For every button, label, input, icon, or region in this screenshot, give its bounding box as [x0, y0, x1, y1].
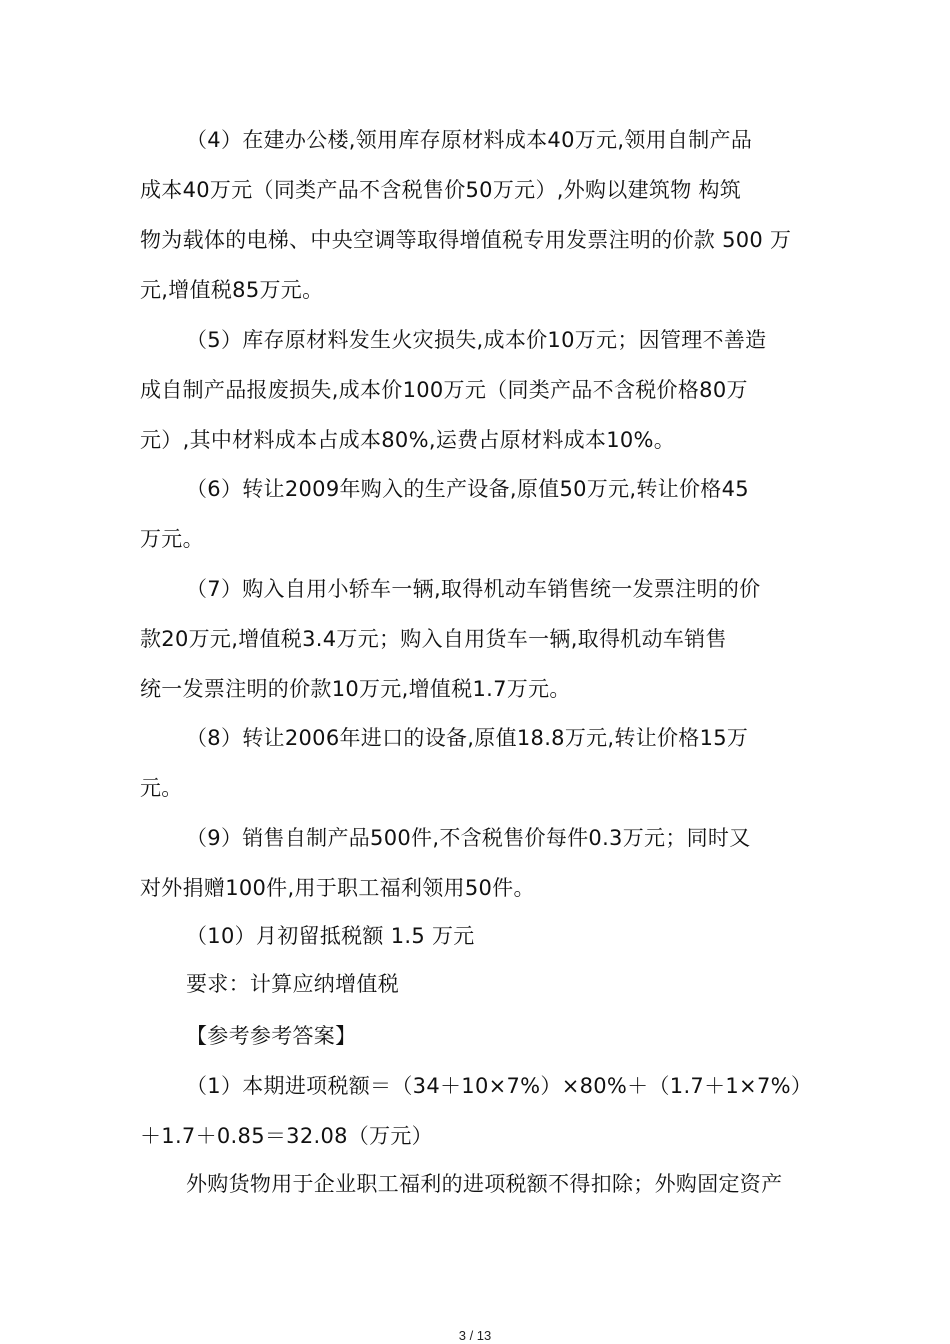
paragraph-line: 成本40万元（同类产品不含税售价50万元）,外购以建筑物 构筑 [140, 178, 742, 202]
paragraph-line: （8）转让2006年进口的设备,原值18.8万元,转让价格15万 [186, 726, 749, 750]
paragraph-line: ＋1.7＋0.85＝32.08（万元） [140, 1124, 433, 1148]
paragraph-line: 统一发票注明的价款10万元,增值税1.7万元。 [140, 677, 571, 701]
paragraph-line: （7）购入自用小轿车一辆,取得机动车销售统一发票注明的价 [186, 577, 761, 601]
paragraph-line: （5）库存原材料发生火灾损失,成本价10万元；因管理不善造 [186, 328, 767, 352]
page-number: 3 / 13 [458, 1328, 492, 1343]
paragraph-line: （4）在建办公楼,领用库存原材料成本40万元,领用自制产品 [186, 128, 753, 152]
paragraph-line: 外购货物用于企业职工福利的进项税额不得扣除；外购固定资产 [186, 1172, 783, 1196]
paragraph-line: 物为载体的电梯、中央空调等取得增值税专用发票注明的价款 500 万 [140, 228, 792, 252]
paragraph-line: 元）,其中材料成本占成本80%,运费占原材料成本10%。 [140, 428, 676, 452]
paragraph-line: （1）本期进项税额＝（34＋10×7%）×80%＋（1.7＋1×7%） [186, 1074, 813, 1098]
paragraph-line: 款20万元,增值税3.4万元；购入自用货车一辆,取得机动车销售 [140, 627, 727, 651]
paragraph-line: （9）销售自制产品500件,不含税售价每件0.3万元；同时又 [186, 826, 751, 850]
paragraph-line: （10）月初留抵税额 1.5 万元 [186, 924, 475, 948]
answer-heading: 【参考参考答案】 [186, 1024, 357, 1048]
requirement-line: 要求：计算应纳增值税 [186, 972, 399, 996]
paragraph-line: 元。 [140, 776, 183, 800]
paragraph-line: （6）转让2009年购入的生产设备,原值50万元,转让价格45 [186, 477, 749, 501]
paragraph-line: 成自制产品报废损失,成本价100万元（同类产品不含税价格80万 [140, 378, 748, 402]
paragraph-line: 万元。 [140, 527, 204, 551]
paragraph-line: 元,增值税85万元。 [140, 278, 324, 302]
paragraph-line: 对外捐赠100件,用于职工福利领用50件。 [140, 876, 535, 900]
